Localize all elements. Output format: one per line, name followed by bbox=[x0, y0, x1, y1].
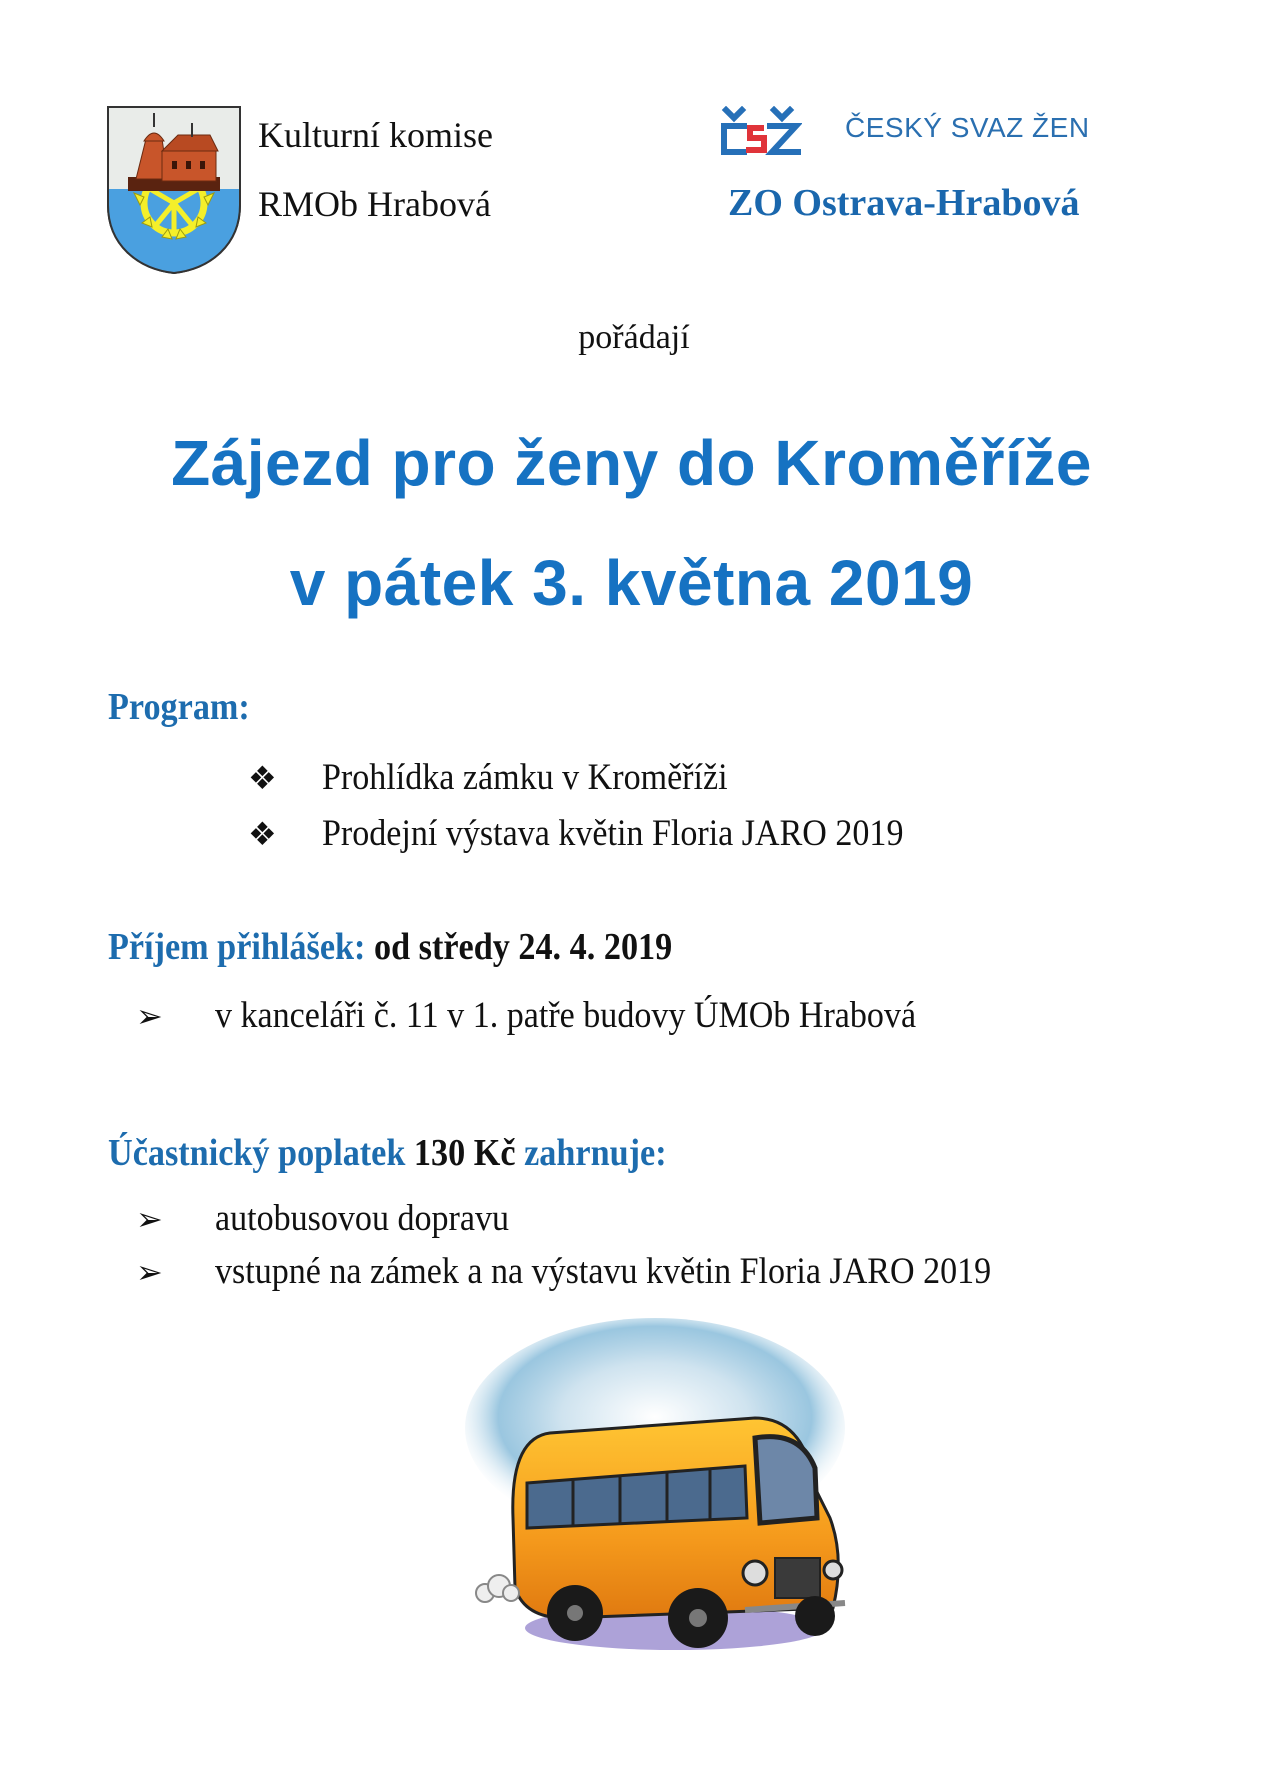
event-title: Zájezd pro ženy do Kroměříže bbox=[171, 427, 1092, 499]
csz-logo-icon bbox=[716, 106, 802, 162]
program-item: Prohlídka zámku v Kroměříži bbox=[322, 757, 728, 798]
arrow-bullet-icon: ➢ bbox=[136, 1254, 163, 1290]
program-heading: Program: bbox=[108, 686, 250, 728]
fee-label: Účastnický poplatek bbox=[108, 1132, 406, 1174]
coat-of-arms-icon bbox=[106, 105, 242, 275]
fee-amount: 130 Kč bbox=[413, 1132, 516, 1174]
fee-item: autobusovou dopravu bbox=[215, 1198, 510, 1239]
organization-branch: ZO Ostrava-Hrabová bbox=[728, 182, 1080, 224]
registration-date: od středy 24. 4. 2019 bbox=[373, 926, 673, 968]
diamond-cluster-icon: ❖ bbox=[248, 760, 277, 796]
registration-heading bbox=[108, 925, 672, 969]
diamond-cluster-icon: ❖ bbox=[248, 816, 277, 852]
registration-label: Příjem přihlášek: bbox=[108, 926, 366, 968]
registration-item: v kanceláři č. 11 v 1. patře budovy ÚMOb Hrabová bbox=[215, 995, 917, 1036]
program-item: Prodejní výstava květin Floria JARO 2019 bbox=[322, 813, 904, 854]
organization-name: ČESKÝ SVAZ ŽEN bbox=[845, 112, 1090, 143]
organize-label bbox=[0, 318, 1263, 358]
arrow-bullet-icon: ➢ bbox=[136, 998, 163, 1034]
event-date: v pátek 3. května 2019 bbox=[289, 547, 974, 619]
organizer-name-line2: RMOb Hrabová bbox=[258, 184, 491, 224]
fee-heading bbox=[108, 1131, 667, 1175]
organize-text: pořádají bbox=[578, 319, 690, 356]
arrow-bullet-icon: ➢ bbox=[136, 1201, 163, 1237]
fee-suffix: zahrnuje: bbox=[524, 1132, 667, 1174]
organizer-name-line1: Kulturní komise bbox=[258, 115, 493, 155]
fee-item: vstupné na zámek a na výstavu květin Floria JARO 2019 bbox=[215, 1251, 992, 1292]
bus-icon bbox=[455, 1318, 875, 1668]
